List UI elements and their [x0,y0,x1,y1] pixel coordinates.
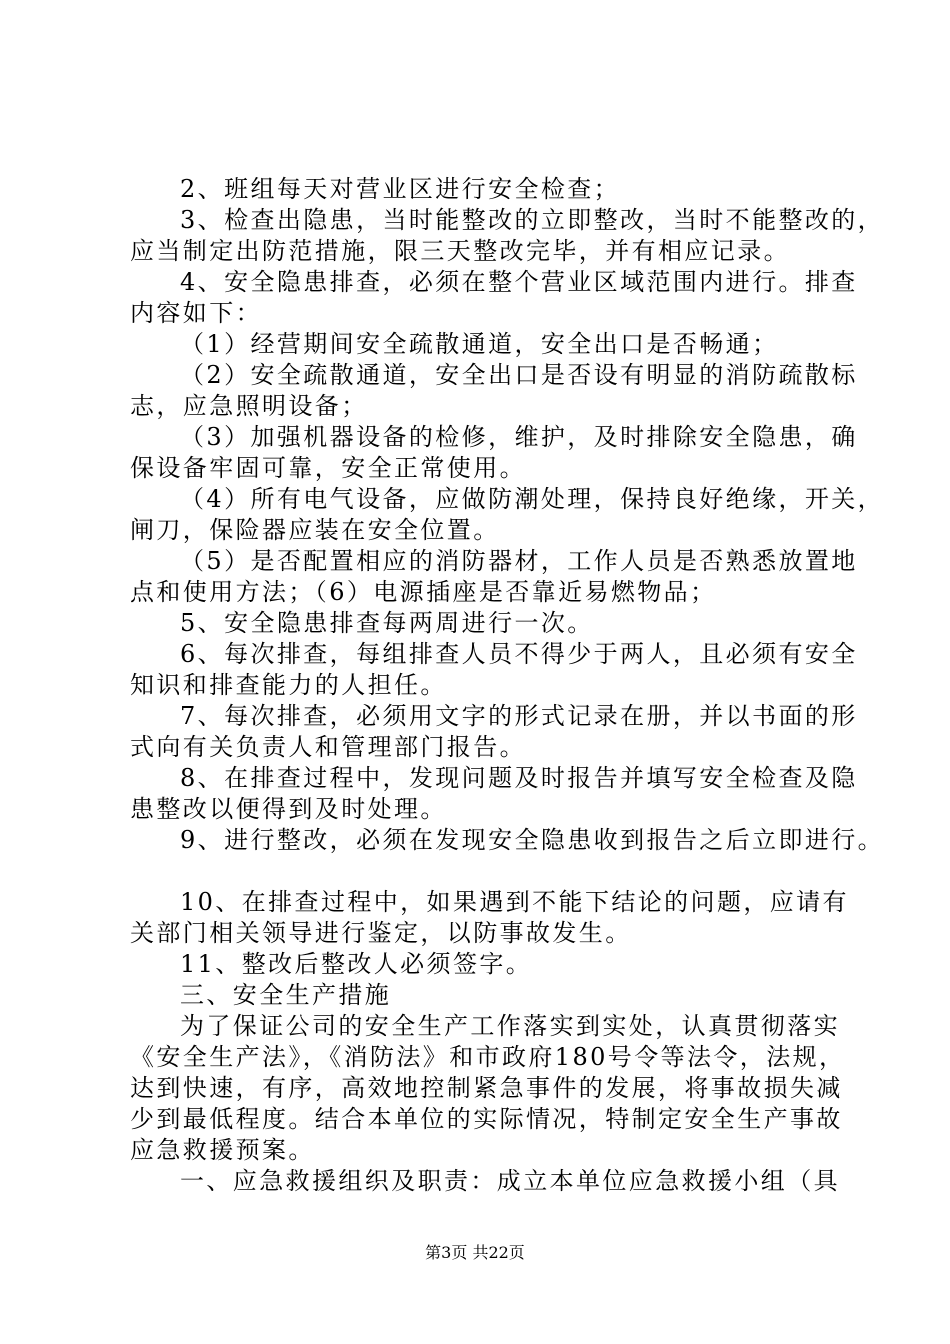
text-line: 应当制定出防范措施，限三天整改完毕，并有相应记录。 [130,237,790,265]
text-line: （5）是否配置相应的消防器材，工作人员是否熟悉放置地 [180,547,858,575]
text-line: （4）所有电气设备，应做防潮处理，保持良好绝缘，开关， [180,485,885,513]
text-line: 4、安全隐患排查，必须在整个营业区域范围内进行。排查 [180,268,858,296]
text-line: 2、班组每天对营业区进行安全检查； [180,175,621,203]
text-line: 志，应急照明设备； [130,392,368,420]
text-line: 达到快速，有序，高效地控制紧急事件的发展，将事故损失减 [130,1074,843,1102]
text-line: 内容如下： [130,299,262,327]
text-line: 少到最低程度。结合本单位的实际情况，特制定安全生产事故 [130,1105,843,1133]
text-line: 5、安全隐患排查每两周进行一次。 [180,609,594,637]
text-line: 知识和排查能力的人担任。 [130,671,447,699]
text-line: 式向有关负责人和管理部门报告。 [130,733,526,761]
text-line: （1）经营期间安全疏散通道，安全出口是否畅通； [180,330,779,358]
text-line: （3）加强机器设备的检修，维护，及时排除安全隐患，确 [180,423,858,451]
text-line: 8、在排查过程中，发现问题及时报告并填写安全检查及隐 [180,764,858,792]
text-line: 患整改以便得到及时处理。 [130,795,447,823]
text-line: （2）安全疏散通道，安全出口是否设有明显的消防疏散标 [180,361,858,389]
text-line: 9、进行整改，必须在发现安全隐患收到报告之后立即进行。 [180,826,885,854]
text-line: 关部门相关领导进行鉴定，以防事故发生。 [130,919,632,947]
text-line: 一、应急救援组织及职责：成立本单位应急救援小组（具 [180,1167,840,1195]
text-line: 点和使用方法；（6）电源插座是否靠近易燃物品； [130,578,717,606]
document-body [130,174,885,1197]
page-number-label: 第3页 共22页 [425,1243,525,1262]
text-line: 6、每次排查，每组排查人员不得少于两人，且必须有安全 [180,640,858,668]
text-line: 3、检查出隐患，当时能整改的立即整改，当时不能整改的， [180,206,885,234]
text-line: 三、安全生产措施 [180,981,392,1009]
text-line: 11、整改后整改人必须签字。 [180,950,533,978]
text-line: 《安全生产法》，《消防法》和市政府180号令等法令，法规， [130,1043,846,1071]
text-line: 应急救援预案。 [130,1136,315,1164]
text-line: 闸刀，保险器应装在安全位置。 [130,516,500,544]
text-line: 为了保证公司的安全生产工作落实到实处，认真贯彻落实 [180,1012,840,1040]
text-line: 保设备牢固可靠，安全正常使用。 [130,454,526,482]
text-line: 7、每次排查，必须用文字的形式记录在册，并以书面的形 [180,702,858,730]
page-footer [0,1243,950,1263]
text-line [130,856,845,887]
text-line: 10、在排查过程中，如果遇到不能下结论的问题，应请有 [180,888,849,916]
